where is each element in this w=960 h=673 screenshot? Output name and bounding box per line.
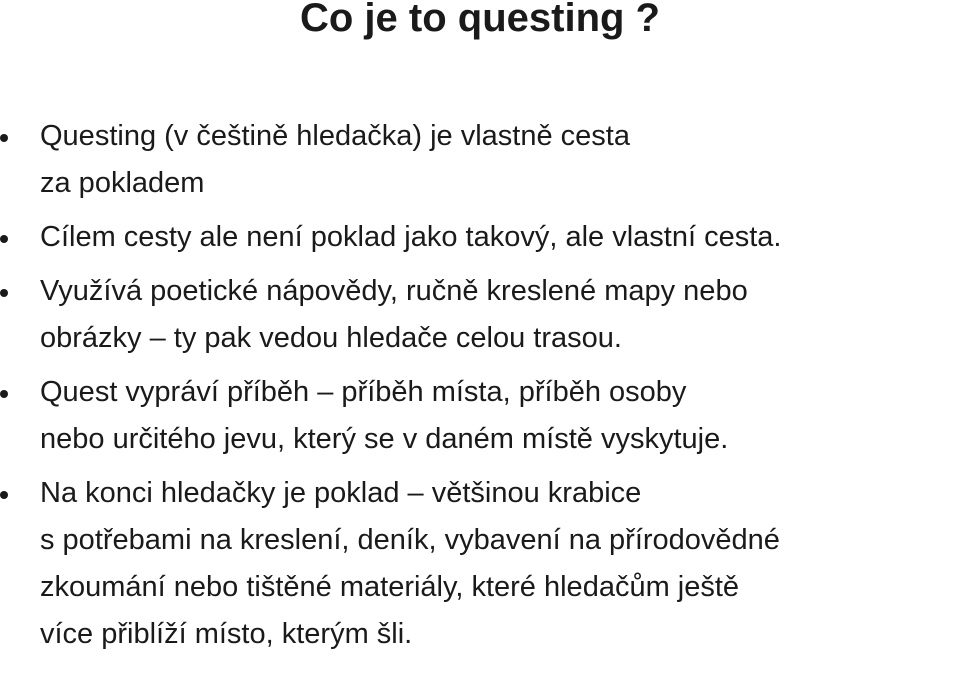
bullet-text-line: Cílem cesty ale není poklad jako takový, ale vlastní cesta.	[40, 221, 782, 253]
bullet-item	[0, 113, 960, 207]
bullet-item	[0, 214, 960, 261]
bullet-dot-icon	[0, 134, 8, 142]
bullet-item	[0, 369, 960, 463]
bullet-item	[0, 470, 960, 658]
bullet-text-line: obrázky – ty pak vedou hledače celou trasou.	[40, 322, 622, 354]
bullet-list	[0, 113, 960, 658]
bullet-text-line: s potřebami na kreslení, deník, vybavení na přírodovědné	[40, 524, 780, 556]
bullet-text-line: Questing (v češtině hledačka) je vlastně cesta	[40, 120, 630, 152]
bullet-text-line: nebo určitého jevu, který se v daném místě vyskytuje.	[40, 423, 729, 455]
bullet-dot-icon	[0, 235, 8, 243]
bullet-item	[0, 268, 960, 362]
bullet-dot-icon	[0, 491, 8, 499]
bullet-text-line: více přiblíží místo, kterým šli.	[40, 618, 413, 650]
bullet-text-line: Quest vypráví příběh – příběh místa, příběh osoby	[40, 376, 687, 408]
bullet-dot-icon	[0, 289, 8, 297]
bullet-text-line: zkoumání nebo tištěné materiály, které hledačům ještě	[40, 571, 740, 603]
bullet-text-line: Na konci hledačky je poklad – většinou krabice	[40, 477, 642, 509]
bullet-text-line: za pokladem	[40, 167, 205, 199]
bullet-dot-icon	[0, 390, 8, 398]
slide-title: Co je to questing ?	[300, 0, 660, 40]
bullet-text-line: Využívá poetické nápovědy, ručně kreslené mapy nebo	[40, 275, 748, 307]
